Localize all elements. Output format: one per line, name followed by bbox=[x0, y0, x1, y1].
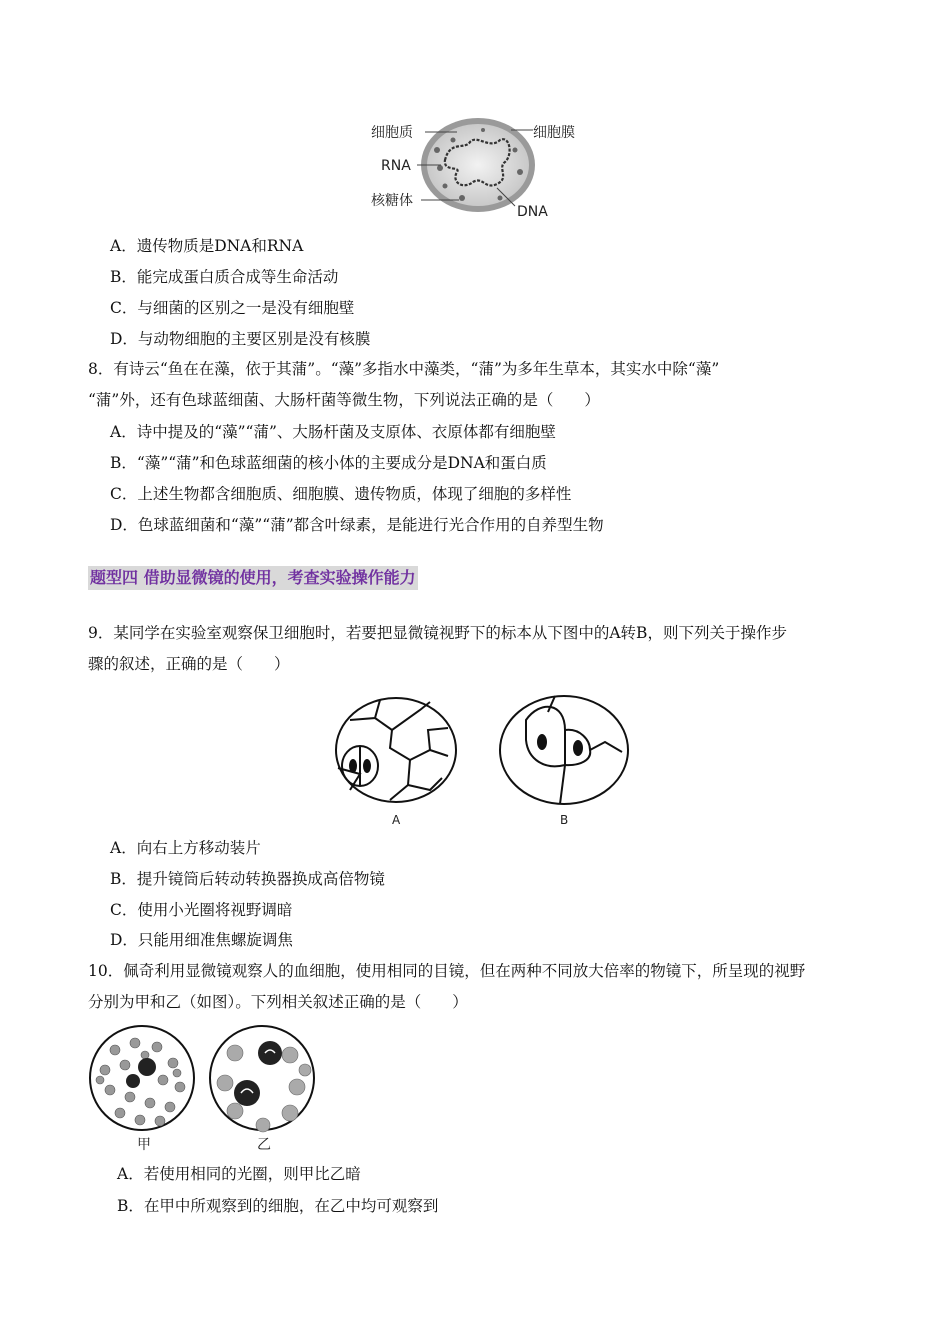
label-rna: RNA bbox=[381, 158, 411, 174]
label-cell-membrane: 细胞膜 bbox=[533, 125, 575, 141]
q10-option-b: B．在甲中所观察到的细胞，在乙中均可观察到 bbox=[117, 1197, 439, 1215]
field-label-a: A bbox=[392, 813, 401, 827]
field-jia bbox=[90, 1026, 194, 1130]
q7-option-d: D．与动物细胞的主要区别是没有核膜 bbox=[110, 330, 371, 348]
cell-diagram bbox=[365, 110, 595, 225]
q7-option-c: C．与细菌的区别之一是没有细胞壁 bbox=[110, 299, 355, 317]
q10-option-a: A．若使用相同的光圈，则甲比乙暗 bbox=[117, 1165, 361, 1183]
q8-option-b: B．“藻”“蒲”和色球蓝细菌的核小体的主要成分是DNA和蛋白质 bbox=[110, 454, 547, 472]
field-label-b: B bbox=[560, 813, 569, 827]
blood-cell-fields bbox=[85, 1025, 325, 1155]
field-a bbox=[336, 698, 456, 802]
field-label-yi: 乙 bbox=[257, 1137, 271, 1153]
field-b bbox=[500, 696, 628, 804]
q7-option-b: B．能完成蛋白质合成等生命活动 bbox=[110, 268, 339, 286]
label-dna: DNA bbox=[517, 204, 548, 220]
q8-option-a: A．诗中提及的“藻”“蒲”、大肠杆菌及支原体、衣原体都有细胞壁 bbox=[110, 423, 556, 441]
q9-stem-line1: 9．某同学在实验室观察保卫细胞时，若要把显微镜视野下的标本从下图中的A转B，则下列关于操作步 bbox=[88, 624, 787, 642]
q9-option-a: A．向右上方移动装片 bbox=[110, 839, 261, 857]
q8-option-d: D．色球蓝细菌和“藻”“蒲”都含叶绿素，是能进行光合作用的自养型生物 bbox=[110, 516, 604, 534]
q8-stem-line2: “蒲”外，还有色球蓝细菌、大肠杆菌等微生物，下列说法正确的是（ ） bbox=[88, 391, 600, 409]
section-heading: 题型四 借助显微镜的使用，考查实验操作能力 bbox=[88, 566, 418, 590]
label-ribosome: 核糖体 bbox=[371, 193, 413, 209]
q7-option-a: A．遗传物质是DNA和RNA bbox=[110, 237, 304, 255]
q10-stem-line2: 分别为甲和乙（如图）。下列相关叙述正确的是（ ） bbox=[88, 993, 468, 1011]
q8-option-c: C．上述生物都含细胞质、细胞膜、遗传物质，体现了细胞的多样性 bbox=[110, 485, 572, 503]
q9-stem-line2: 骤的叙述，正确的是（ ） bbox=[88, 655, 290, 673]
label-cytoplasm: 细胞质 bbox=[371, 125, 413, 141]
q10-stem-line1: 10．佩奇利用显微镜观察人的血细胞，使用相同的目镜，但在两种不同放大倍率的物镜下，所呈现的视野 bbox=[88, 962, 806, 980]
q9-option-b: B．提升镜筒后转动转换器换成高倍物镜 bbox=[110, 870, 385, 888]
microscope-field-diagram bbox=[330, 690, 630, 830]
cytoplasm-shape bbox=[427, 124, 529, 206]
q9-option-d: D．只能用细准焦螺旋调焦 bbox=[110, 931, 293, 949]
stoma-dots-b bbox=[537, 734, 583, 756]
field-label-jia: 甲 bbox=[137, 1137, 151, 1153]
field-yi bbox=[210, 1026, 314, 1132]
q8-stem-line1: 8．有诗云“鱼在在藻，依于其蒲”。“藻”多指水中藻类，“蒲”为多年生草本，其实水中除“藻” bbox=[88, 360, 720, 378]
q9-option-c: C．使用小光圈将视野调暗 bbox=[110, 901, 293, 919]
